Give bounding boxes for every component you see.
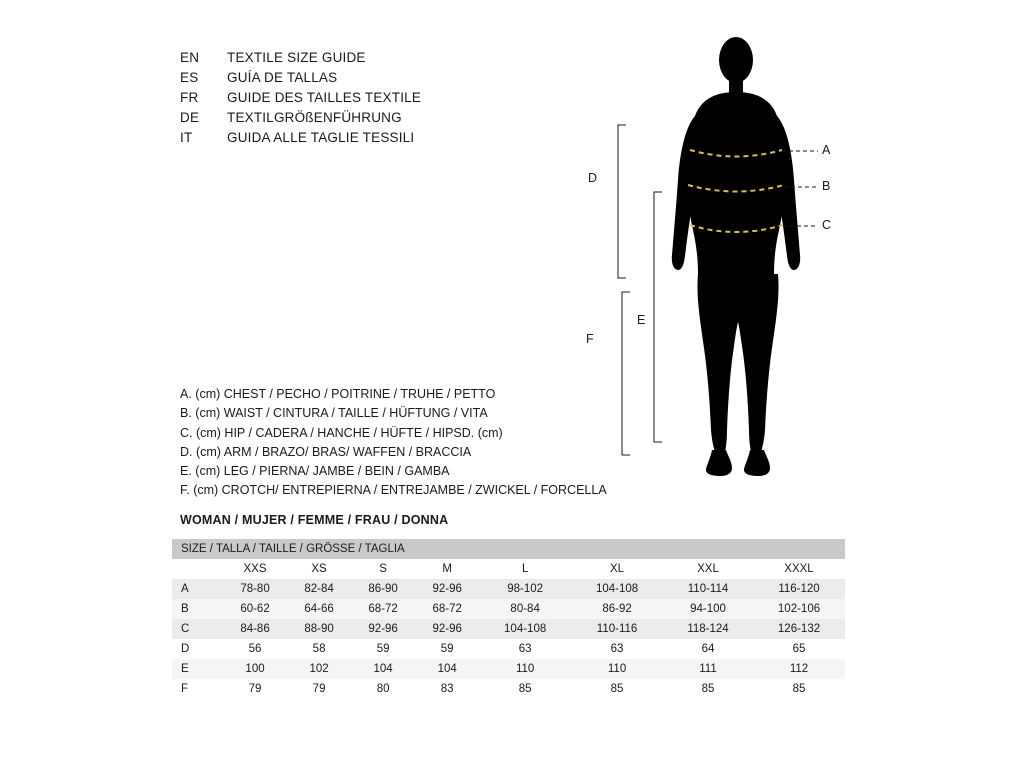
table-cell: 104-108 (571, 579, 663, 599)
table-row (172, 599, 845, 619)
table-cell: 64-66 (287, 599, 351, 619)
table-cell: 92-96 (415, 579, 479, 599)
language-code: ES (180, 70, 199, 85)
marker-label-a: A (822, 143, 831, 157)
table-cell: 110 (571, 659, 663, 679)
table-cell: 111 (663, 659, 753, 679)
size-header-cell: XL (571, 559, 663, 579)
language-row (180, 90, 600, 110)
table-sizes-row (172, 559, 845, 579)
language-code: IT (180, 130, 193, 145)
table-cell: 104-108 (479, 619, 571, 639)
language-title: TEXTILE SIZE GUIDE (227, 50, 366, 65)
table-row (172, 579, 845, 599)
language-title: GUIDE DES TAILLES TEXTILE (227, 90, 422, 105)
marker-label-d: D (588, 171, 598, 185)
row-label: F (172, 679, 223, 699)
table-cell: 65 (753, 639, 845, 659)
table-cell: 86-92 (571, 599, 663, 619)
body-diagram (560, 30, 890, 480)
marker-label-c: C (822, 218, 832, 232)
table-cell: 88-90 (287, 619, 351, 639)
empty-corner-cell (172, 559, 223, 579)
table-cell: 126-132 (753, 619, 845, 639)
table-cell: 92-96 (351, 619, 415, 639)
legend-item: A. (cm) CHEST / PECHO / POITRINE / TRUHE / PETTO (180, 387, 496, 401)
table-header-label: SIZE / TALLA / TAILLE / GRÖSSE / TAGLIA (172, 539, 845, 559)
table-cell: 100 (223, 659, 287, 679)
row-label: E (172, 659, 223, 679)
table-cell: 83 (415, 679, 479, 699)
marker-label-f: F (586, 332, 594, 346)
table-cell: 82-84 (287, 579, 351, 599)
table-cell: 58 (287, 639, 351, 659)
table-cell: 68-72 (351, 599, 415, 619)
table-cell: 116-120 (753, 579, 845, 599)
legend-item: C. (cm) HIP / CADERA / HANCHE / HÜFTE / HIPSD. (cm) (180, 425, 503, 440)
table-cell: 84-86 (223, 619, 287, 639)
table-cell: 102 (287, 659, 351, 679)
size-header-cell: XS (287, 559, 351, 579)
row-label: B (172, 599, 223, 619)
table-row (172, 679, 845, 699)
language-title: GUÍA DE TALLAS (227, 70, 338, 85)
table-cell: 68-72 (415, 599, 479, 619)
table-cell: 80-84 (479, 599, 571, 619)
language-title-block (180, 50, 600, 150)
legend-item: E. (cm) LEG / PIERNA/ JAMBE / BEIN / GAMBA (180, 464, 450, 479)
table-cell: 85 (479, 679, 571, 699)
table-cell: 79 (287, 679, 351, 699)
table-cell: 98-102 (479, 579, 571, 599)
table-cell: 78-80 (223, 579, 287, 599)
size-table (172, 539, 845, 699)
language-code: DE (180, 110, 200, 125)
table-cell: 94-100 (663, 599, 753, 619)
measurement-legend (180, 385, 610, 501)
table-cell: 110-116 (571, 619, 663, 639)
legend-item: F. (cm) CROTCH/ ENTREPIERNA / ENTREJAMBE / ZWICKEL / FORCELLA (180, 483, 607, 498)
legend-item: B. (cm) WAIST / CINTURA / TAILLE / HÜFTUNG / VITA (180, 406, 488, 421)
marker-label-b: B (822, 179, 831, 193)
language-row (180, 130, 600, 150)
table-header-row (172, 539, 845, 559)
size-header-cell: L (479, 559, 571, 579)
language-row (180, 50, 600, 70)
female-silhouette-icon (560, 30, 890, 480)
legend-item: D. (cm) ARM / BRAZO/ BRAS/ WAFFEN / BRACCIA (180, 444, 472, 459)
size-header-cell: M (415, 559, 479, 579)
table-cell: 56 (223, 639, 287, 659)
arm-bracket (618, 125, 626, 278)
table-cell: 110 (479, 659, 571, 679)
table-cell: 118-124 (663, 619, 753, 639)
table-row (172, 639, 845, 659)
row-label: D (172, 639, 223, 659)
size-header-cell: XXS (223, 559, 287, 579)
table-row (172, 619, 845, 639)
marker-label-e: E (637, 313, 646, 327)
size-header-cell: XXXL (753, 559, 845, 579)
table-cell: 112 (753, 659, 845, 679)
table-cell: 85 (571, 679, 663, 699)
table-cell: 63 (479, 639, 571, 659)
crotch-bracket (622, 292, 630, 455)
table-cell: 85 (753, 679, 845, 699)
language-code: EN (180, 50, 200, 65)
table-cell: 60-62 (223, 599, 287, 619)
table-cell: 59 (351, 639, 415, 659)
table-cell: 104 (351, 659, 415, 679)
size-header-cell: S (351, 559, 415, 579)
table-cell: 79 (223, 679, 287, 699)
language-row (180, 70, 600, 90)
table-cell: 85 (663, 679, 753, 699)
table-cell: 104 (415, 659, 479, 679)
table-cell: 80 (351, 679, 415, 699)
row-label: A (172, 579, 223, 599)
table-cell: 110-114 (663, 579, 753, 599)
table-cell: 59 (415, 639, 479, 659)
language-title: GUIDA ALLE TAGLIE TESSILI (227, 130, 415, 145)
language-code: FR (180, 90, 199, 105)
language-title: TEXTILGRÖßENFÜHRUNG (227, 110, 402, 125)
language-row (180, 110, 600, 130)
table-cell: 86-90 (351, 579, 415, 599)
leg-bracket (654, 192, 662, 442)
row-label: C (172, 619, 223, 639)
table-cell: 64 (663, 639, 753, 659)
section-title: WOMAN / MUJER / FEMME / FRAU / DONNA (180, 513, 449, 527)
table-cell: 102-106 (753, 599, 845, 619)
table-row (172, 659, 845, 679)
table-cell: 63 (571, 639, 663, 659)
size-header-cell: XXL (663, 559, 753, 579)
table-cell: 92-96 (415, 619, 479, 639)
